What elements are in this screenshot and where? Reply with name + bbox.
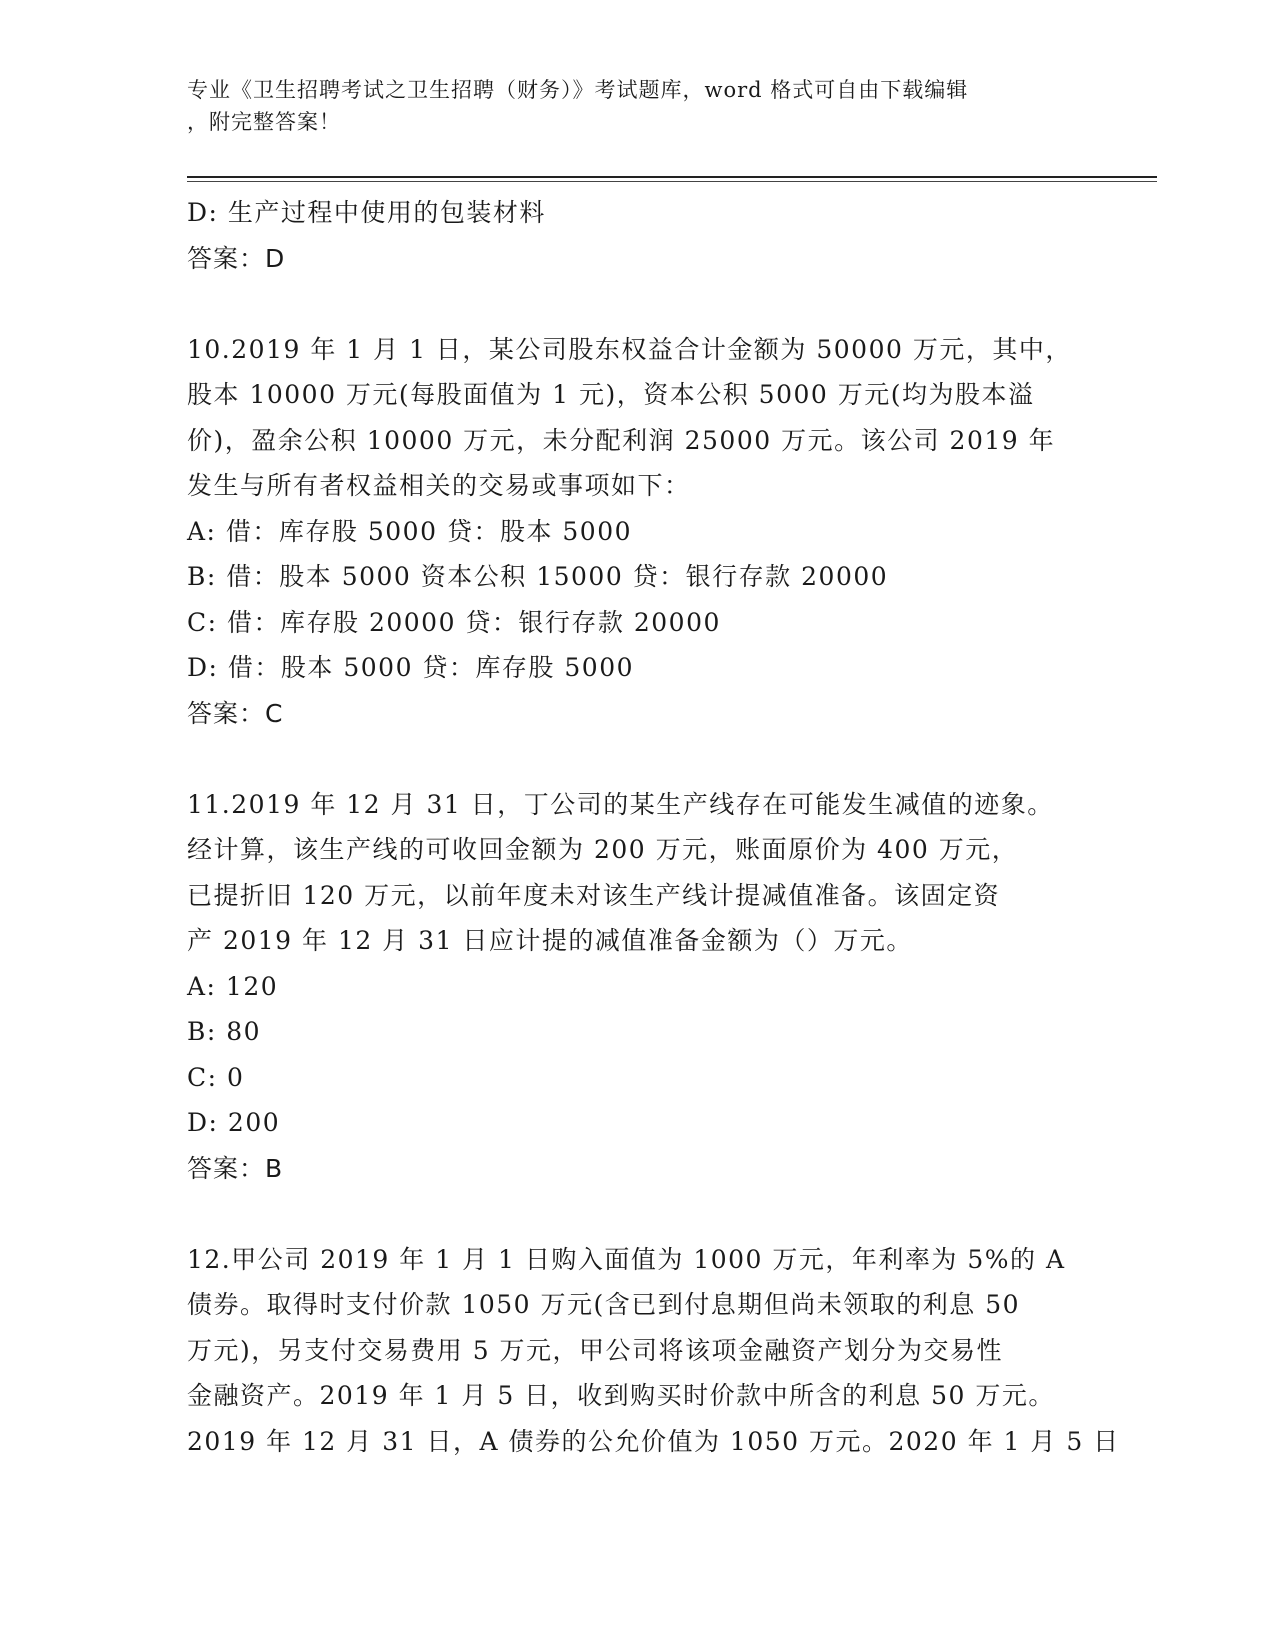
spacer <box>187 1191 1087 1237</box>
q10-option-c: C: 借：库存股 20000 贷：银行存款 20000 <box>187 607 721 637</box>
q11-answer: 答案：B <box>187 1153 284 1183</box>
q11-option-b: B: 80 <box>187 1017 262 1046</box>
q10-option-a: A: 借：库存股 5000 贷：股本 5000 <box>187 516 633 546</box>
q10-stem-line: 10.2019 年 1 月 1 日，某公司股东权益合计金额为 50000 万元，其中， <box>187 334 1072 364</box>
q12-stem-line: 债券。取得时支付价款 1050 万元(含已到付息期但尚未领取的利息 50 <box>187 1290 1021 1319</box>
q11-option-d: D: 200 <box>187 1108 281 1137</box>
header-note-line-1: 专业《卫生招聘考试之卫生招聘（财务）》考试题库，word 格式可自由下载编辑 <box>187 78 969 102</box>
q10-stem-line: 发生与所有者权益相关的交易或事项如下： <box>187 471 691 500</box>
q11-option-c: C: 0 <box>187 1062 245 1092</box>
q12-stem-line: 2019 年 12 月 31 日，A 债券的公允价值为 1050 万元。2020 年 1 月 5 日 <box>187 1426 1120 1456</box>
question-content <box>187 190 1120 1464</box>
q9-answer: 答案：D <box>187 243 286 273</box>
q9-option-d: D: 生产过程中使用的包装材料 <box>187 198 546 227</box>
q11-stem-line: 11.2019 年 12 月 31 日，丁公司的某生产线存在可能发生减值的迹象。 <box>187 789 1054 819</box>
spacer <box>187 281 1087 327</box>
q11-stem-line: 经计算，该生产线的可收回金额为 200 万元，账面原价为 400 万元， <box>187 835 1019 864</box>
q11-stem-line: 已提折旧 120 万元，以前年度未对该生产线计提减值准备。该固定资 <box>187 880 1001 910</box>
header-note <box>187 74 1087 138</box>
q10-option-d: D: 借：股本 5000 贷：库存股 5000 <box>187 653 635 682</box>
q12-stem-line: 金融资产。2019 年 1 月 5 日，收到购买时价款中所含的利息 50 万元。 <box>187 1381 1055 1410</box>
q10-option-b: B: 借：股本 5000 资本公积 15000 贷：银行存款 20000 <box>187 562 889 591</box>
q12-stem-line: 万元)，另支付交易费用 5 万元，甲公司将该项金融资产划分为交易性 <box>187 1335 1004 1365</box>
q11-stem-line: 产 2019 年 12 月 31 日应计提的减值准备金额为（）万元。 <box>187 926 913 955</box>
question-11 <box>187 782 1087 1192</box>
spacer <box>187 736 1087 782</box>
header-note-line-2: ，附完整答案！ <box>187 110 341 134</box>
q10-stem-line: 股本 10000 万元(每股面值为 1 元)，资本公积 5000 万元(均为股本溢 <box>187 380 1035 409</box>
header-rule-thin <box>187 181 1157 182</box>
q11-option-a: A: 120 <box>187 971 279 1001</box>
question-10 <box>187 327 1087 737</box>
header-rule-thick <box>187 176 1157 178</box>
q10-stem-line: 价)，盈余公积 10000 万元，未分配利润 25000 万元。该公司 2019 年 <box>187 425 1056 455</box>
q10-answer: 答案：C <box>187 698 284 728</box>
question-12 <box>187 1237 1120 1465</box>
q12-stem-line: 12.甲公司 2019 年 1 月 1 日购入面值为 1000 万元，年利率为 5%的 A <box>187 1244 1066 1274</box>
